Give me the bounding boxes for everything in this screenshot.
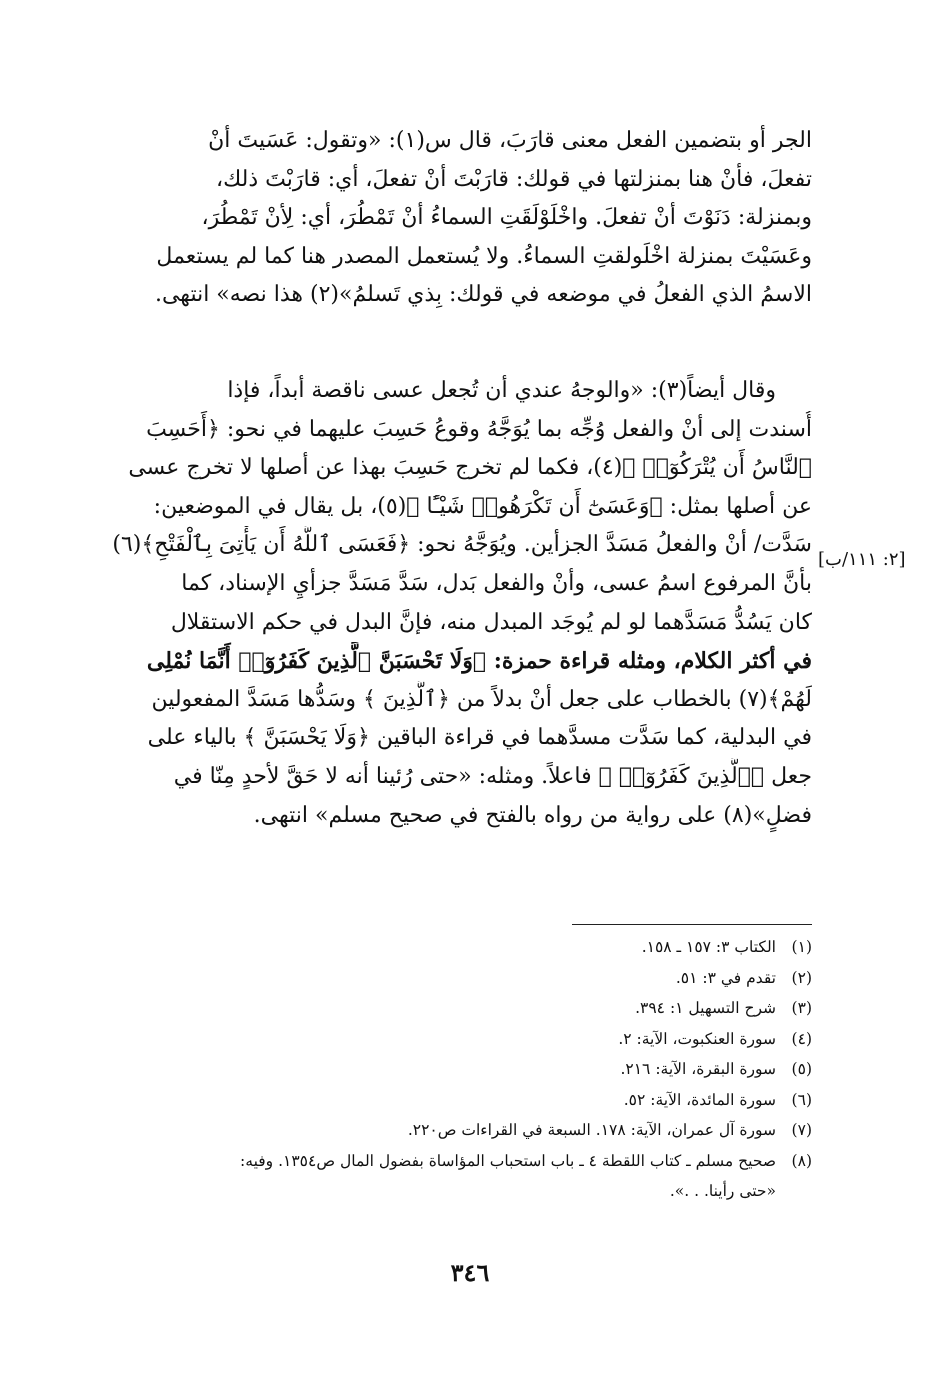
footnote-text: سورة آل عمران، الآية: ١٧٨. السبعة في القراءات ص٢٢٠. [407, 1121, 776, 1139]
footnote-item [110, 993, 812, 1024]
text-line: الجر أو بتضمين الفعل معنى قارَبَ، قال س(١): «وتقول: عَسَيتَ أنْ [208, 128, 812, 153]
footnote-number: (١) [791, 938, 812, 956]
text-line: لَهُمْ﴾(٧) بالخطاب على جعل أنْ بدلاً من ﴿ٱلَّذِينَ ﴾ وسَدُّها مَسَدَّ المفعولين [151, 686, 812, 712]
text-line: وبمنزلة: دَنَوْتَ أنْ تفعلَ. واخْلَوْلَقَتِ السماءُ أنْ تَمْطُرَ، أي: لِأنْ تَمْطُرَ، [201, 205, 812, 231]
text-line: كان يَسُدُّ مَسَدَّهما لو لم يُوجَد المبدل منه، فإنَّ البدل في حكم الاستقلال [170, 609, 812, 635]
paragraph-2 [100, 372, 812, 835]
text-line: وقال أيضاً(٣): «والوجهُ عندي أن تُجعل عسى ناقصة أبداً، فإذا [227, 378, 776, 403]
text-line: فضلٍ»(٨) على رواية من رواه بالفتح في صحيح مسلم» انتهى. [253, 802, 812, 828]
footnote-text: صحيح مسلم ـ كتاب اللقطة ٤ ـ باب استحباب المؤاساة بفضول المال ص١٣٥٤. وفيه: [240, 1151, 776, 1170]
footnote-text: شرح التسهيل ١: ٣٩٤. [635, 999, 776, 1017]
text-line: الاسمُ الذي الفعلُ في موضعه في قولك: بِذي تَسلمُ»(٢) هذا نصه» انتهى. [154, 282, 812, 308]
text-line: أُسندت إلى أنْ والفعل وُجِّه بما يُوَجَّهُ وقوعُ حَسِبَ عليهما في نحو: ﴿أَحَسِبَ [146, 416, 812, 442]
text-line: وعَسَيْتَ بمنزلة اخْلَولقتِ السماءُ. ولا يُستعمل المصدر هنا كما لم يستعمل [156, 243, 812, 269]
manuscript-folio-note: [٢: ١١١/ب] [818, 549, 906, 570]
footnote-text: سورة البقرة، الآية: ٢١٦. [620, 1060, 776, 1078]
paragraph-1 [100, 122, 812, 315]
text-line: في أكثر الكلام، ومثله قراءة حمزة: ﴿وَلَا تَحْسَبَنَّ ٱلَّذِينَ كَفَرُوٓا۟ أَنَّمَا نُمْلِى [146, 648, 812, 675]
footnote-text: الكتاب ٣: ١٥٧ ـ ١٥٨. [641, 938, 776, 956]
footnote-item [110, 1024, 812, 1055]
text-line: بأنَّ المرفوع اسمُ عسى، وأنْ والفعل بَدل، سَدَّ مَسَدَّ جزأيِ الإسناد، كما [181, 570, 812, 596]
footnote-item [110, 932, 812, 963]
footnote-number: (٧) [791, 1121, 812, 1139]
footnote-text: سورة العنكبوت، الآية: ٢. [618, 1029, 776, 1048]
text-line: ٱلنَّاسُ أَن يُتْرَكُوٓا۟ ﴾(٤)، فكما لم تخرج حَسِبَ بهذا عن أصلها لا تخرج عسى [128, 455, 812, 481]
text-line: عن أصلها بمثل: ﴿وَعَسَىٰٓ أَن تَكْرَهُوا۟ شَيْـًٔا ﴾(٥)، بل يقال في الموضعين: [153, 493, 812, 519]
text-line: تفعلَ، فأنْ هنا بمنزلتها في قولك: قارَبْتَ أنْ تفعلَ، أي: قارَبْتَ ذلك، [216, 166, 812, 192]
footnote-continuation: «حتى رأينا. . .». [669, 1182, 776, 1200]
footnote-item [110, 1146, 812, 1177]
footnote-text: تقدم في ٣: ٥١. [675, 968, 776, 987]
footnote-text: سورة المائدة، الآية: ٥٢. [623, 1090, 776, 1109]
footnote-number: (٢) [791, 968, 812, 987]
footnote-item [110, 1115, 812, 1146]
footnote-number: (٤) [791, 1029, 812, 1048]
footnote-divider [572, 924, 812, 925]
text-line: سَدَّت/ أنْ والفعلُ مَسَدَّ الجزأين. ويُوَجَّهُ نحو: ﴿فَعَسَى ٱللَّهُ أَن يَأْتِىَ بِٱلْفَتْحِ﴾(٦) [112, 532, 812, 558]
page-number: ٣٤٦ [450, 1258, 490, 1287]
text-line: جعل ﴿ٱلَّذِينَ كَفَرُوٓا۟ ﴾ فاعلاً. ومثله: «حتى رُئينا أنه لا حَقَّ لأحدٍ مِنّا في [173, 763, 812, 789]
footnote-item [110, 1085, 812, 1116]
footnotes [110, 932, 812, 1207]
footnote-item [110, 1054, 812, 1085]
footnote-number: (٥) [791, 1060, 812, 1078]
footnote-number: (٨) [791, 1151, 812, 1170]
footnote-item [110, 963, 812, 994]
footnote-number: (٣) [791, 999, 812, 1017]
text-line: في البدلية، كما سَدَّت مسدَّهما في قراءة الباقين ﴿وَلَا يَحْسَبَنَّ ﴾ بالياء على [147, 725, 812, 751]
footnote-number: (٦) [791, 1090, 812, 1109]
